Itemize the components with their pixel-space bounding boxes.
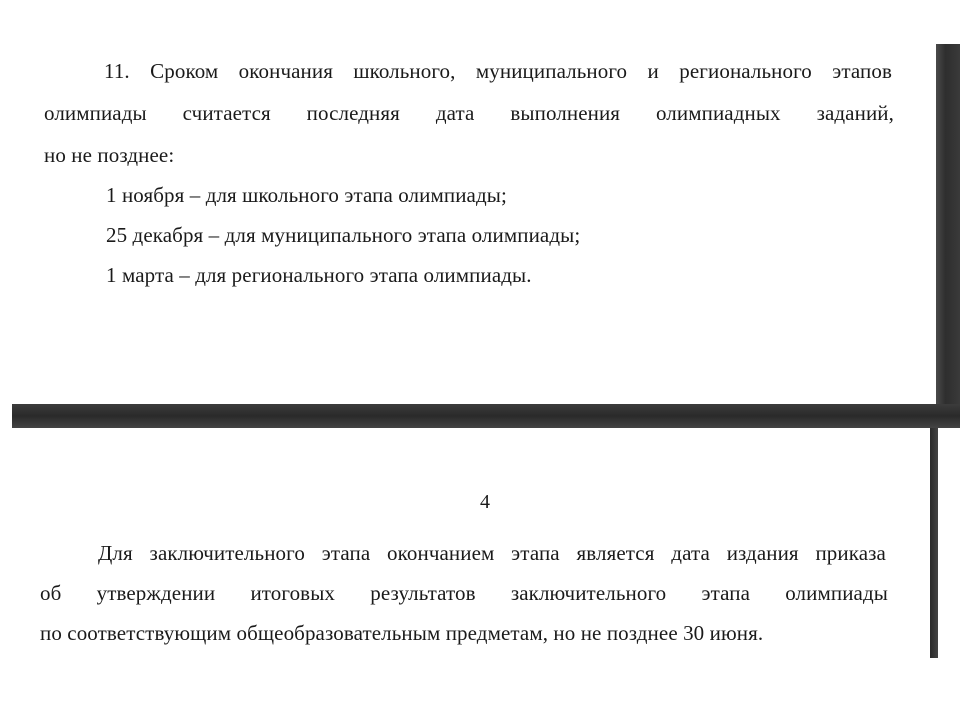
final-stage-line-3: по соответствующим общеобразовательным предметам, но не позднее 30 июня.: [40, 621, 764, 645]
final-stage-line-1: Для заключительного этапа окончанием этапа является дата издания приказа: [98, 541, 886, 565]
deadline-municipal-stage: 25 декабря – для муниципального этапа олимпиады;: [106, 223, 581, 247]
paragraph-11-line-1: 11. Сроком окончания школьного, муниципального и регионального этапов: [104, 59, 892, 83]
page-shadow-bottom: [12, 404, 960, 428]
paragraph-11-line-2: олимпиады считается последняя дата выполнения олимпиадных заданий,: [44, 101, 894, 125]
page-shadow-right: [936, 44, 960, 406]
scanned-page-top: [12, 36, 936, 404]
paragraph-11-line-3: но не позднее:: [44, 143, 175, 167]
page-shadow-right-lower: [930, 428, 938, 658]
final-stage-line-2: об утверждении итоговых результатов заключительного этапа олимпиады: [40, 581, 888, 605]
deadline-school-stage: 1 ноября – для школьного этапа олимпиады;: [106, 183, 507, 207]
deadline-regional-stage: 1 марта – для регионального этапа олимпиады.: [106, 263, 532, 287]
page-number: 4: [480, 491, 490, 513]
